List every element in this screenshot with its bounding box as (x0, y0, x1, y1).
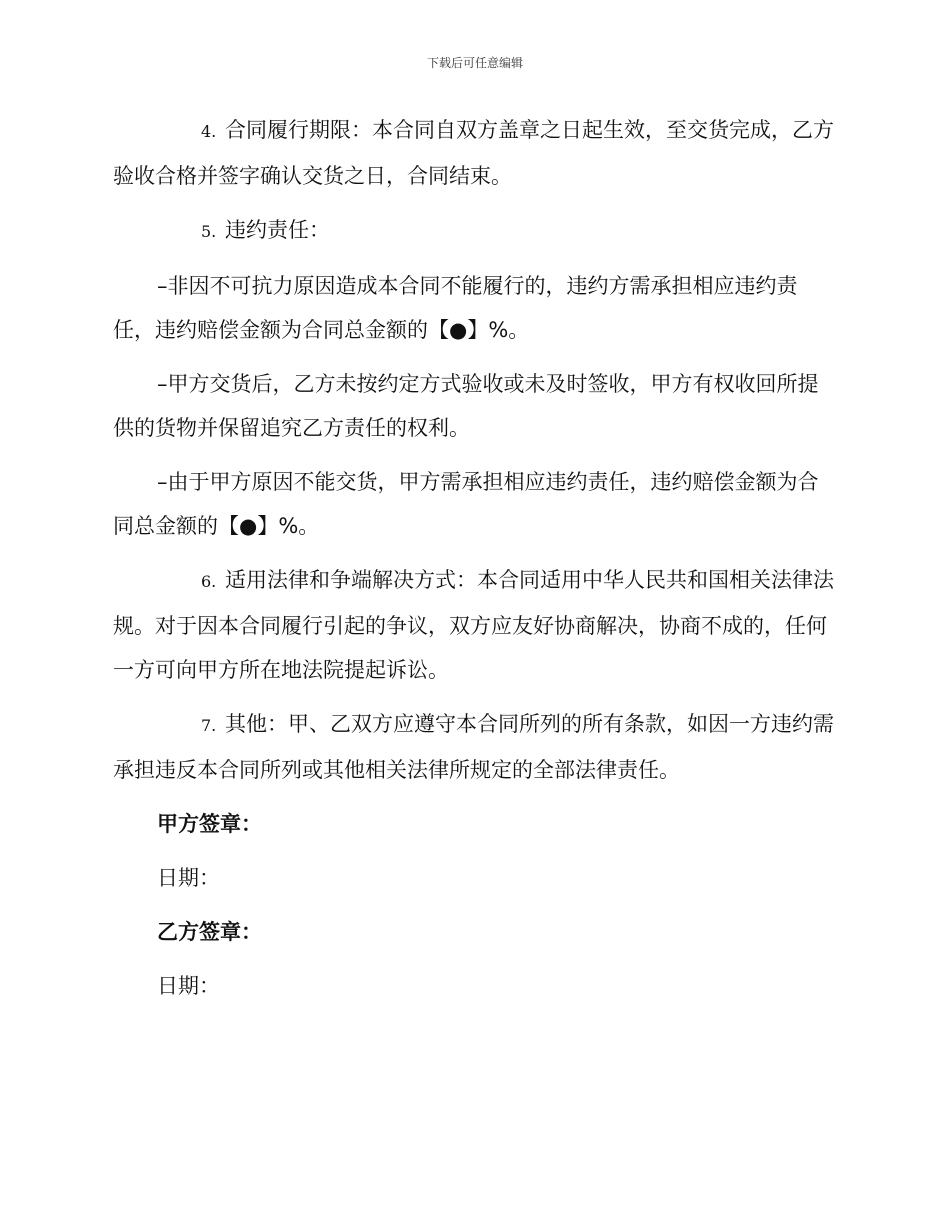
clause-number: 5. (201, 222, 217, 241)
clause-text: 其他：甲、乙双方应遵守本合同所列的所有条款，如因一方违约需承担违反本合同所列或其他相关法律所规定的全部法律责任。 (113, 712, 834, 782)
penalty-item: –甲方交货后，乙方未按约定方式验收或未及时签收，甲方有权收回所提供的货物并保留追究乙方责任的权利。 (113, 372, 819, 440)
clause-number: 7. (201, 716, 217, 735)
party-b-date-label: 日期： (157, 974, 220, 998)
clause-text: 合同履行期限：本合同自双方盖章之日起生效，至交货完成，乙方验收合格并签字确认交货之日，合同结束。 (113, 118, 834, 188)
clause-5 (113, 208, 838, 254)
penalty-item: –由于甲方原因不能交货，甲方需承担相应违约责任，违约赔偿金额为合同总金额的【●】%。 (113, 470, 819, 538)
party-b-signature-label: 乙方签章： (157, 920, 262, 944)
party-a-date-label: 日期： (157, 866, 220, 890)
clause-6 (113, 558, 838, 692)
document-body (113, 108, 838, 1018)
clause-text: 违约责任： (225, 218, 330, 242)
clause-number: 4. (201, 122, 217, 141)
clause-number: 6. (201, 572, 217, 591)
clause-4 (113, 108, 838, 198)
penalty-item: –非因不可抗力原因造成本合同不能履行的，违约方需承担相应违约责任，违约赔偿金额为合同总金额的【●】%。 (113, 274, 798, 342)
clause-7 (113, 702, 838, 792)
page-header: 下载后可任意编辑 (426, 56, 523, 70)
party-a-signature-label: 甲方签章： (157, 812, 262, 836)
clause-text: 适用法律和争端解决方式：本合同适用中华人民共和国相关法律法规。对于因本合同履行引起的争议，双方应友好协商解决，协商不成的，任何一方可向甲方所在地法院提起诉讼。 (113, 568, 834, 682)
